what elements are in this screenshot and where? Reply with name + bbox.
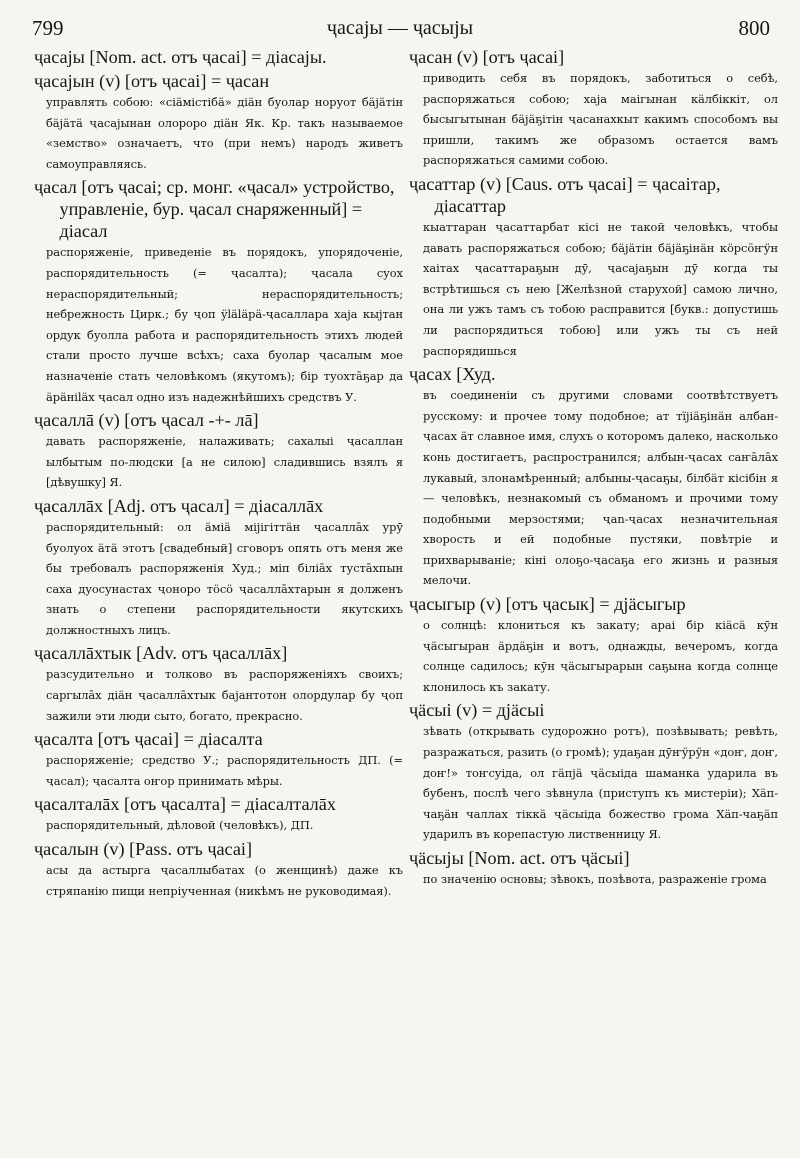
headword: ҷасалта [отъ ҷасаі] = діасалта [34,729,263,750]
page-header [22,12,778,46]
definition: распорядительный: ол äмiä мiјiгiттäн ҷасаллāх урӯ буолуох äтä этотъ [свадебный] сговоръ опять отъ меня же бы требовалъ распоряженія Худ.; міп біліāх тустāхпын саха дуосунастах ҷоноро тöcö ҷасаллāхтарын я долженъ знать о степени распорядительности якутскихъ должностныхъ лицъ. [46,519,403,637]
definition: распоряженіе, приведеніе въ порядокъ, упорядоченіе, распорядительность (= ҷасалта); ҷасала суох нераспорядительный; нераспорядительность; небрежность Цирк.; бу ҷоп ÿläläpä-ҷасаллара хаја кыјтан ордук буолла работа и распорядительность этихъ людей стали просто лучше всѣхъ; саха буолар ҷасалым мое назначеніе стать человѣкомъ (якутомъ); бір туохтāҕар да äpäнiläx ҷасал одно изъ надежнѣйшихъ средствъ У. [46,245,403,404]
running-head: ҷасајы — ҷасыјы [326,17,474,39]
entry [34,728,403,791]
headword: ҷасаллāх [Adj. отъ ҷасал] = діасаллāх [34,495,324,516]
definition: кыаттаран ҷасаттарбат кісі не такой человѣкъ, чтобы давать распоряжаться собою; бäjäтiн бäjäҕiнäн кöрсӧҥӱн хаітах ҷасаттараҕын дӯ, ҷасајаҕын дӯ когда ты встрѣтишься съ нею [Желѣзной старухой] самою лично, она ли ужъ тамъ съ тобою расправится [букв.: допустишь ли распорядиться тобою] или ужъ ты съ ней распорядишься [423,219,778,358]
headword: ҷасан (v) [отъ ҷасаі] [409,47,565,67]
headword: ҷасајын (v) [отъ ҷасаі] = ҷасан [34,71,270,91]
entry [409,363,778,591]
entry [34,495,403,641]
definition: асы да астыргa ҷасаллыбатах (о женщинѣ) даже къ стряпанію пищи непріученная (никѣмъ не руководимая). [46,863,403,898]
entry [409,173,778,361]
entry [34,793,403,836]
entry [34,46,403,68]
headword: ҷасаллā (v) [отъ ҷасал -+- лā] [34,410,259,431]
entry [34,838,403,901]
entry [34,70,403,174]
entry [409,593,778,697]
entry [409,46,778,171]
page-number-right: 800 [738,16,770,40]
headword: ҷасалын (v) [Pass. отъ ҷасаі] [34,839,253,860]
entry [34,409,403,493]
columns [22,46,778,903]
entry [34,176,403,407]
definition: по значенію основы; зѣвокъ, позѣвота, разраженіе грома [423,872,767,886]
headword: ҷасах [Худ. [409,364,496,385]
definition: разсудительно и толково въ распоряженіяхъ своихъ; саргылāх діäн ҷасаллāхтык бајантотон олордулар бу ҷоп зажили эти люди сыто, богато, прекрасно. [46,667,403,723]
headword: ҷасаттар (v) [Caus. отъ ҷасаі] = ҷасаітар, діасаттар [409,173,721,216]
definition: въ соединеніи съ другими словами соотвѣтствуетъ русскому: и прочее тому подобное; ат тïjiäҕiнäн албан-ҷасах äт славное имя, слухъ о которомъ далеко, насколько конь достигаетъ, распространился; албын-ҷасах саҥāлāх лукавый, злонамѣренный; албыны-ҷасаҕы, бiлбäт кiсiбiн я — человѣкъ, незнакомый съ обманомъ и прочими тому подобными мерзостями; ҷаn-ҷасах незначительная хворость и ей подобные пустяки, повѣтріе и прихварываніе; кiнi олоҕо-ҷасаҕа его жизнь и разныя мелочи. [423,388,778,588]
headword: ҷасыгыр (v) [отъ ҷасык] = дjäсыгыр [409,594,686,615]
headword: ҷасалталāх [отъ ҷасалта] = діасалталāх [34,794,336,815]
right-column [409,46,778,903]
entry [409,699,778,845]
definition: распорядительный, дѣловой (человѣкъ), ДП. [46,818,314,833]
definition: зѣвать (открывать судорожно ротъ), позѣвывать; ревѣть, разражаться, разить (о громѣ); удаҕан дӯҥӱрӱн «доҥ, доҥ, доҥ!» тоҥсуіда, ол гäпjä ҷäсыіда шаманка ударила въ бубенъ, послѣ чего зѣвнула (приступъ къ мистеріи); Хäп-чаҕäн чаллах тiккä ҷäсыіда божество грома Хäп-чаҕäп ударилъ въ корепастую лиственницу Я. [423,724,778,842]
definition: приводить себя въ порядокъ, заботиться о себѣ, распоряжаться собою; хаја маiгынан кäлбiккiт, ол бысыгытынан бäjäҕiтiн ҷасанахкыт какимъ способомъ вы пришли, такимъ же образомъ остается вамъ распоряжаться самими собою. [423,71,778,168]
entry [34,642,403,726]
definition: давать распоряженіе, налаживать; сахалыі ҷасаллан ылбытым по-людски [а не силою] сладившись взялъ я [дѣвушку] Я. [46,434,403,490]
headword: ҷасајы [Nom. act. отъ ҷасаі] = діасајы. [34,47,327,67]
definition: управлять собою: «сіäмістібä» діäн буолар норуот бäjäтiн бäjäтä ҷасајынан олороро діäн Як. Кр. такъ называемое «земство» означаетъ, что (при немъ) народъ живетъ самоуправляясь. [46,95,403,171]
definition: распоряженіе; средство У.; распорядительность ДП. (= ҷасал); ҷасалта оҥор принимать мѣры. [46,753,403,788]
headword: ҷасаллāхтык [Adv. отъ ҷасаллāх] [34,643,288,664]
headword: ҷäсыјы [Nom. act. отъ ҷäсыі] [409,848,630,868]
headword: ҷасал [отъ ҷасаі; ср. монг. «ҷасал» устройство, управленіе, бур. ҷасал снаряженный] = діасал [34,177,395,242]
page-number-left: 799 [32,16,64,40]
entry [409,847,778,890]
headword: ҷäсыі (v) = дjäсыі [409,700,545,721]
left-column [22,46,403,903]
definition: о солнцѣ: клониться къ закату; араі бiр кiäсä кӯн ҷäсыгыран äрдäҕiн и вотъ, однажды, вечеромъ, когда солнце садилось; кӯн ҷäсыгырарын саҕына когда солнце клонилось къ закату. [423,618,778,694]
